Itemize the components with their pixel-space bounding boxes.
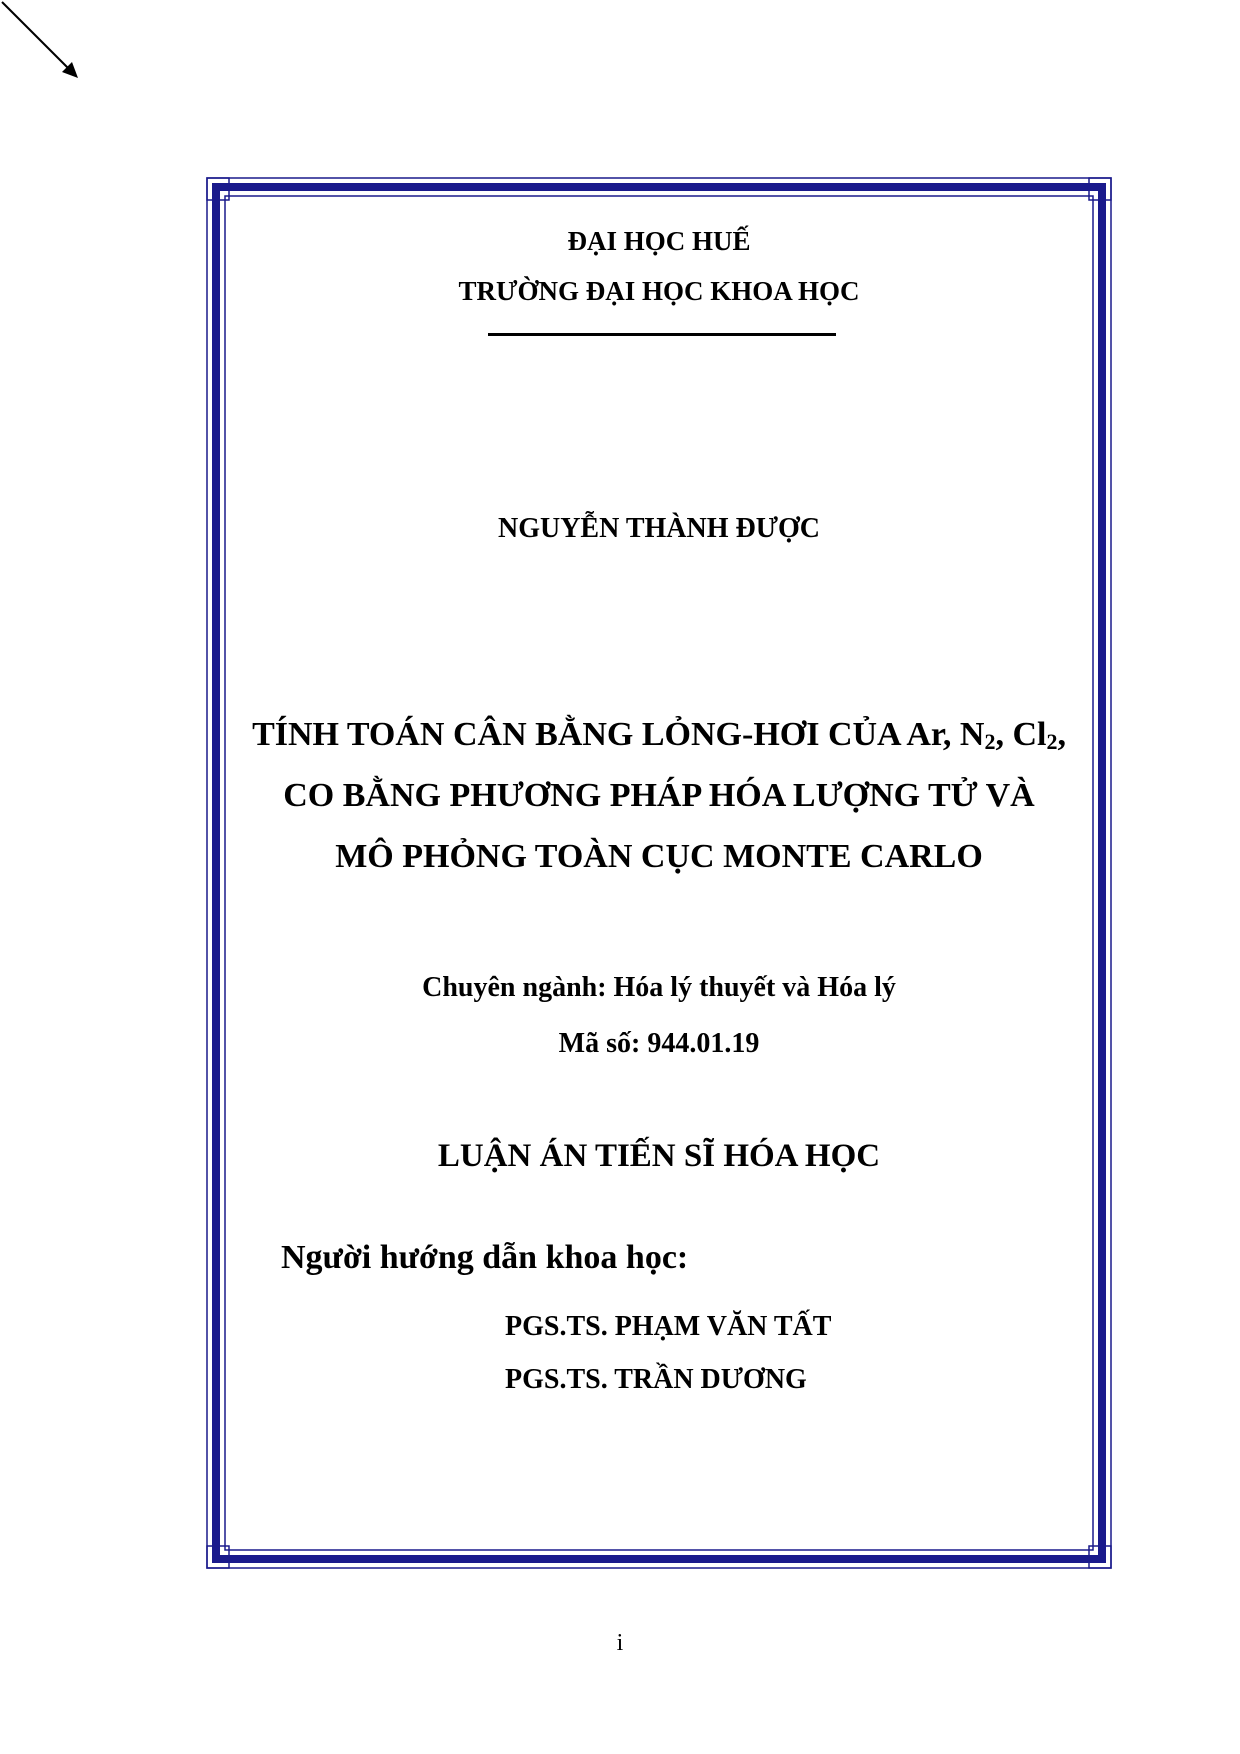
thesis-title-line-2: CO BẰNG PHƯƠNG PHÁP HÓA LƯỢNG TỬ VÀ [283,777,1035,814]
author-name: NGUYỄN THÀNH ĐƯỢC [497,513,820,544]
cover-content [205,176,1113,1570]
advisor-label: Người hướng dẫn khoa học: [281,1239,689,1276]
major-code: Mã số: 944.01.19 [558,1028,760,1059]
header-divider [488,333,836,336]
thesis-title-line-3: MÔ PHỎNG TOÀN CỤC MONTE CARLO [335,838,983,875]
corner-arrow-icon [0,0,90,90]
advisor-name: PGS.TS. TRẦN DƯƠNG [505,1364,807,1395]
advisor-name: PGS.TS. PHẠM VĂN TẤT [505,1311,832,1342]
degree-title: LUẬN ÁN TIẾN SĨ HÓA HỌC [437,1138,881,1174]
major-field: Chuyên ngành: Hóa lý thuyết và Hóa lý [422,972,896,1003]
school-name: TRƯỜNG ĐẠI HỌC KHOA HỌC [458,276,860,306]
page-number: i [616,1630,624,1656]
thesis-title [205,704,1113,887]
thesis-title-line-1: TÍNH TOÁN CÂN BẰNG LỎNG-HƠI CỦA Ar, N2, Cl2, [252,716,1066,754]
university-name: ĐẠI HỌC HUẾ [567,226,751,256]
